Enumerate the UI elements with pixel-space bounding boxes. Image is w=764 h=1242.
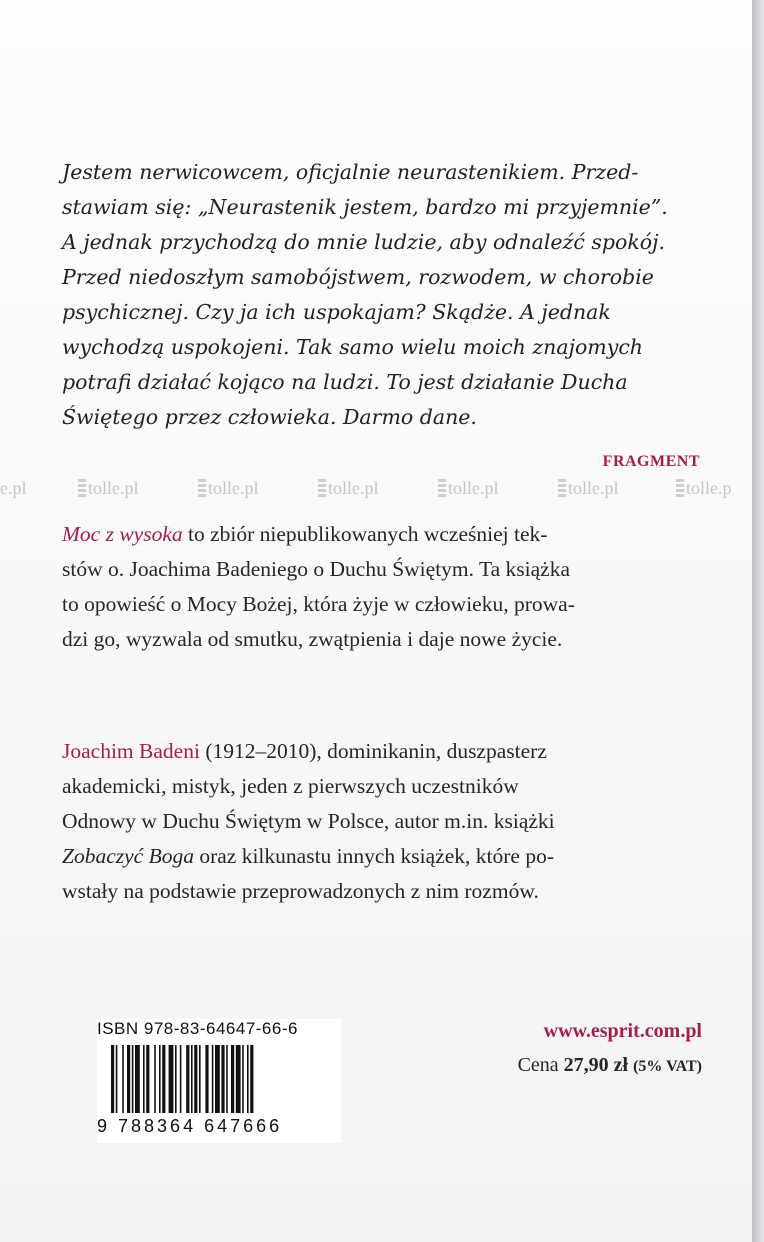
barcode-bar xyxy=(116,1045,118,1113)
watermark-logo-icon xyxy=(198,479,206,497)
barcode-bar xyxy=(111,1045,114,1113)
vat-note: (5% VAT) xyxy=(633,1058,702,1075)
barcode-bar xyxy=(247,1045,249,1113)
watermark-text: tolle.pl xyxy=(208,478,259,498)
barcode-bar xyxy=(127,1045,130,1113)
barcode-bar xyxy=(226,1045,228,1113)
barcode-bar xyxy=(231,1045,234,1113)
barcode-bar xyxy=(250,1045,253,1113)
watermark-logo-icon xyxy=(438,479,446,497)
barcode-bar xyxy=(159,1045,161,1113)
watermark-item xyxy=(318,478,379,499)
barcode-bar xyxy=(215,1045,220,1113)
barcode-bar xyxy=(191,1045,193,1113)
book-title: Moc z wysoka xyxy=(62,522,183,546)
watermark-logo-icon xyxy=(318,479,326,497)
watermark-item xyxy=(78,478,139,499)
price-value: 27,90 zł xyxy=(563,1054,629,1076)
watermark-text: tolle.pl xyxy=(88,478,139,498)
quote-line: potrafi działać kojąco na ludzi. To jest działanie Ducha xyxy=(62,370,628,394)
description-line: dzi go, wyzwala od smutku, zwątpienia i daje nowe życie. xyxy=(62,627,563,651)
bio-line: wstały na podstawie przeprowadzonych z nim rozmów. xyxy=(62,879,539,903)
barcode-bar xyxy=(199,1045,201,1113)
bio-line: Odnowy w Duchu Świętym w Polsce, autor m.in. książki xyxy=(62,809,555,833)
barcode-bar xyxy=(212,1045,214,1113)
quote-line: wychodzą uspokojeni. Tak samo wielu moich znajomych xyxy=(62,335,644,359)
quote-line: Przed niedoszłym samobójstwem, rozwodem, w chorobie xyxy=(62,265,654,289)
description-line: stów o. Joachima Badeniego o Duchu Świętym. Ta książka xyxy=(62,557,571,581)
watermark-logo-icon xyxy=(78,479,86,497)
quote-line: Jestem nerwicowcem, oficjalnie neurastenikiem. Przed- xyxy=(62,160,639,184)
bio-text: oraz kilkunastu innych książek, które po- xyxy=(193,844,554,868)
watermark-item xyxy=(198,478,259,499)
quote-line: A jednak przychodzą do mnie ludzie, aby odnaleźć spokój. xyxy=(62,230,665,254)
watermark-item xyxy=(558,478,619,499)
publisher-website[interactable]: www.esprit.com.pl xyxy=(543,1020,702,1042)
watermark-strip xyxy=(0,474,752,504)
watermark-text: tolle.pl xyxy=(328,478,379,498)
bio-text: (1912–2010), dominikanin, duszpasterz xyxy=(199,739,547,763)
barcode-bar xyxy=(236,1045,241,1113)
barcode-bar xyxy=(186,1045,189,1113)
description-text: to zbiór niepublikowanych wcześniej tek- xyxy=(182,522,548,546)
watermark-logo-icon xyxy=(558,479,566,497)
watermark-logo-icon xyxy=(676,479,684,497)
barcode-bar xyxy=(175,1045,177,1113)
bio-line: akademicki, mistyk, jeden z pierwszych uczestników xyxy=(62,774,519,798)
price-line xyxy=(518,1054,702,1077)
barcode-bar xyxy=(180,1045,182,1113)
watermark-item xyxy=(676,478,732,499)
watermark-text: tolle.p xyxy=(686,478,732,498)
barcode-bar xyxy=(146,1045,149,1113)
barcode-bar xyxy=(132,1045,134,1113)
barcode-block xyxy=(97,1019,341,1143)
watermark-text: tolle.pl xyxy=(568,478,619,498)
book-description xyxy=(62,517,714,657)
barcode-bar xyxy=(154,1045,156,1113)
barcode-bar xyxy=(135,1045,140,1113)
page-edge xyxy=(752,0,764,1242)
barcode-bar xyxy=(122,1045,124,1113)
fragment-label: FRAGMENT xyxy=(602,453,700,470)
author-book-title: Zobaczyć Boga xyxy=(62,844,194,868)
bio-line xyxy=(62,839,714,874)
barcode-bar xyxy=(194,1045,197,1113)
watermark-item xyxy=(438,478,499,499)
barcode-bar xyxy=(205,1045,208,1113)
author-name: Joachim Badeni xyxy=(62,739,200,763)
barcode-bar xyxy=(242,1045,244,1113)
quote-excerpt xyxy=(62,155,714,435)
description-line xyxy=(62,517,714,552)
bio-line xyxy=(62,734,714,769)
watermark-text: e.pl xyxy=(0,478,27,498)
ean-digits: 9 788364 647666 xyxy=(97,1116,283,1136)
description-line: to opowieść o Mocy Bożej, która żyje w człowieku, prowa- xyxy=(62,592,575,616)
quote-line: Świętego przez człowieka. Darmo dane. xyxy=(62,405,477,429)
barcode-bars xyxy=(97,1045,341,1117)
watermark-text: tolle.pl xyxy=(448,478,499,498)
barcode-bar xyxy=(169,1045,174,1113)
price-label: Cena xyxy=(517,1054,559,1076)
quote-line: stawiam się: „Neurastenik jestem, bardzo mi przyjemnie”. xyxy=(62,195,668,219)
author-bio xyxy=(62,734,714,909)
isbn-number: ISBN 978-83-64647-66-6 xyxy=(97,1019,298,1038)
barcode-bar xyxy=(143,1045,145,1113)
barcode-bar xyxy=(221,1045,224,1113)
barcode-bar xyxy=(162,1045,165,1113)
quote-line: psychicznej. Czy ja ich uspokajam? Skądże. A jednak xyxy=(62,300,611,324)
